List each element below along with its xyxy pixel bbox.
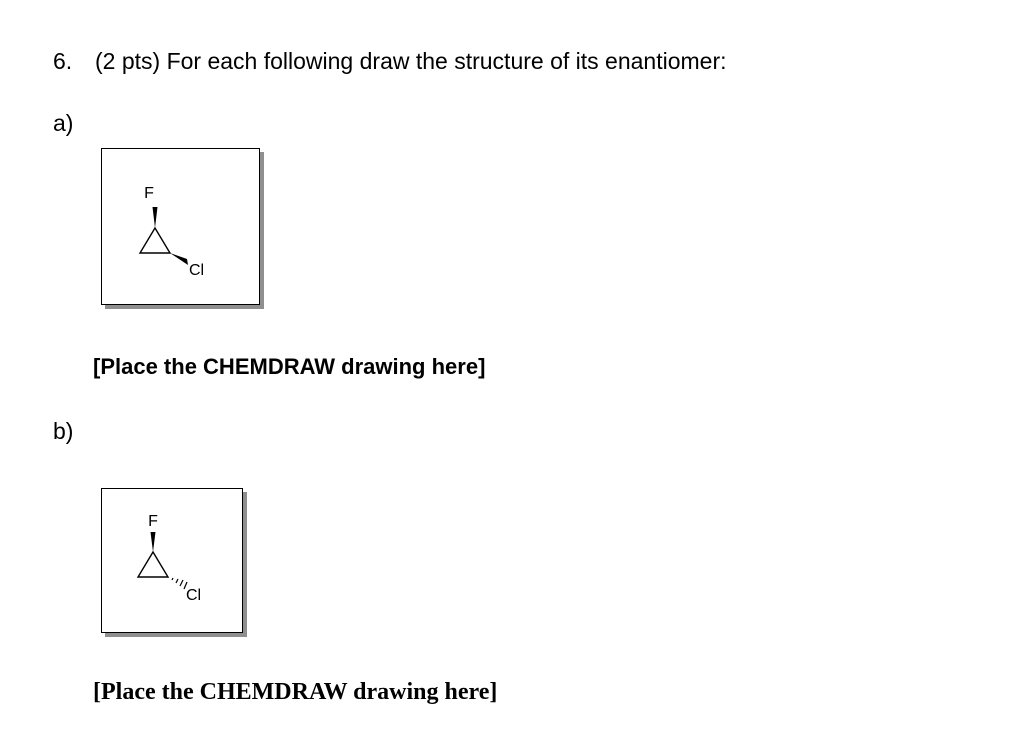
cyclopropane-ring (138, 552, 168, 577)
wedge-bond-f (153, 207, 158, 228)
cyclopropane-ring (140, 228, 170, 253)
cyclopropane-a-structure (102, 149, 259, 304)
part-b-label: b) (53, 418, 74, 444)
molecule-a-figure (101, 148, 260, 305)
wedge-bond-f (151, 532, 156, 552)
cyclopropane-b-structure (102, 489, 242, 632)
chlorine-atom-label: Cl (186, 587, 202, 604)
question-number: 6. (53, 48, 73, 74)
question-header (53, 48, 727, 75)
part-a-label: a) (53, 110, 74, 136)
hash-bond-cl (172, 578, 187, 589)
fluorine-atom-label: F (148, 513, 158, 530)
chemdraw-placeholder-a: [Place the CHEMDRAW drawing here] (93, 354, 486, 379)
chlorine-atom-label: Cl (189, 262, 205, 279)
wedge-bond-cl (170, 253, 188, 265)
question-text: (2 pts) For each following draw the structure of its enantiomer: (95, 48, 727, 74)
molecule-b-figure (101, 488, 243, 633)
chemdraw-placeholder-b: [Place the CHEMDRAW drawing here] (93, 679, 498, 705)
fluorine-atom-label: F (144, 185, 154, 202)
